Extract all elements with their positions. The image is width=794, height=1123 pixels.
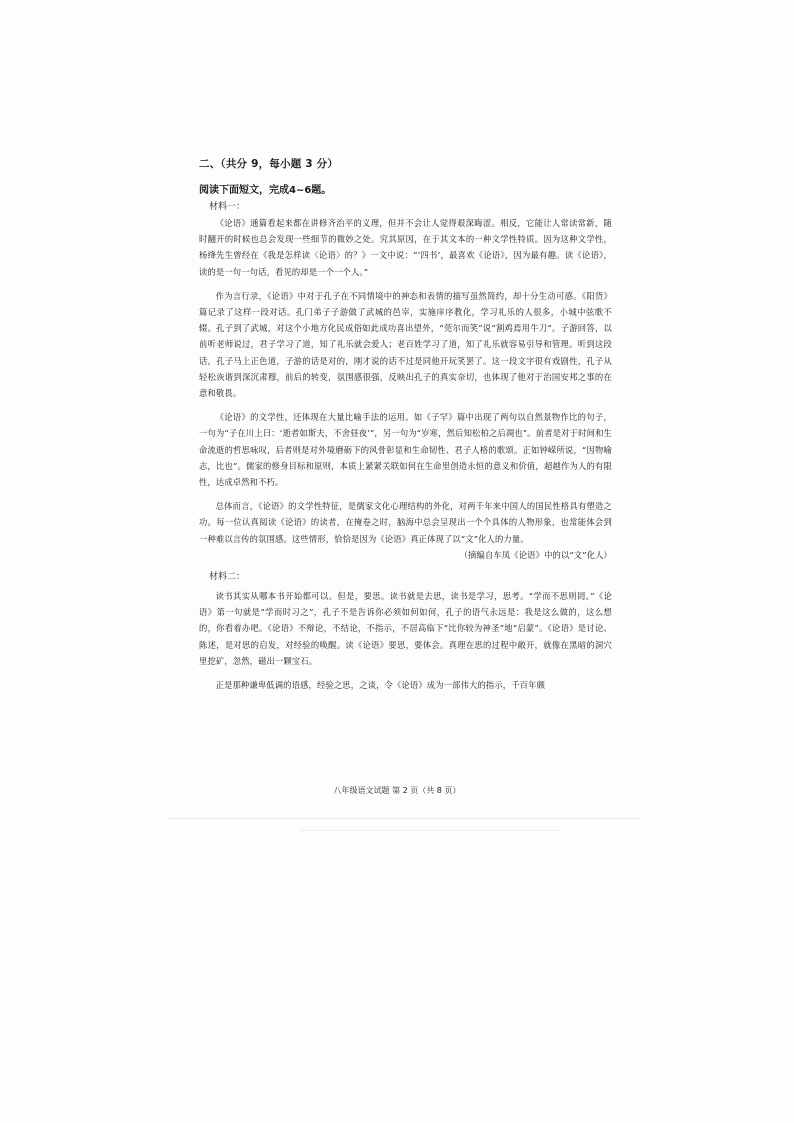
section-heading: 二、（共分 9，每小题 3 分） <box>199 158 339 170</box>
reading-instruction: 阅读下面短文，完成4~6题。 <box>199 185 332 196</box>
material-two-paragraph-1: 读书其实从哪本书开始都可以。但是，要思。读书就是去思，读书是学习，思考。“学而不思则罔。”《论语》第一句就是“学而时习之”，孔子不是告诉你必须如何如何，孔子的语气永远是：我是这么做的，这么想的，你看着办吧。《论语》不辩论，不结论，不指示，不居高临下“比你较为神圣”地“启蒙”。《论语》是讨论、陈述，是对思的启发，对经验的唤醒。读《论语》要思，要体会。真理在思的过程中敞开，就像在黑暗的洞穴里挖矿，忽然，磁出一颗宝石。 <box>199 591 612 666</box>
material-one-source: （摘编自车凤《论语》中的以“文”化人） <box>459 549 612 560</box>
material-one-paragraph-2: 作为言行录，《论语》中对于孔子在不同情境中的神态和表情的描写虽然简约，却十分生动可感。《阳货》篇记录了这样一段对话。孔门弟子子游做了武城的邑宰，实施庠序教化，学习礼乐的人很多，小城中弦歌不辍。孔子到了武城，对这个小地方化民成俗如此成功喜出望外，“莞尔而笑”说“割鸡焉用牛刀”。子游回答，以前听老师说过，君子学习了道，知了礼乐就会爱人；老百姓学习了道，知了礼乐就容易引导和管理。听到这段话，孔子马上正色道，子游的话是对的，刚才说的话不过是同他开玩笑罢了。这一段文字很有戏剧性，孔子从轻松诙谐到深沉肃穆，前后的转变，氛围感很强，反映出孔子的真实奈切，也体现了他对于治国安邦之事的在意和敬畏。 <box>199 290 612 399</box>
material-two-paragraph-2: 正是那种谦卑低调的语感，经验之思，之谈，令《论语》成为一部伟大的指示，千百年颇 <box>215 680 546 691</box>
material-one-paragraph-4 <box>199 498 612 563</box>
material-one-paragraph-1: 《论语》通篇看起来都在讲修齐治平的义理，但并不会让人觉得艰深晦涩。相反，它能让人常读常新，随时翻开的时候也总会发现一些细节的微妙之处。究其原因，在于其文本的一种文学性特质。因为这种文学性，杨绛先生曾经在《我是怎样读〈论语〉的？》一文中说：“‘四书’，最喜欢《论语》，因为最有趣。读《论语》，读的是一句一句话，看见的却是一个一个人。” <box>199 218 612 277</box>
material-one-paragraph-3: 《论语》的文学性，还体现在大量比喻手法的运用。如《子罕》篇中出现了两句以自然景物作比的句子，一句为“子在川上曰：‘逝者如斯夫，不舍昼夜’”，另一句为“岁寒，然后知松柏之后凋也”。前者是对于时间和生命流逝的哲思咏叹，后者则是对外境磨砺下的风骨彰显和生命韧性、君子人格的歌颂。正如钟嵘所说，“因物喻志，比也”。儒家的修身目标和原则，本质上紧紧关联如何在生命里创造永恒的意义和价值，超越作为人的有限性，达成卓然和不朽。 <box>199 412 612 488</box>
scan-artifact-line <box>170 818 640 825</box>
material-one-paragraph-4-text: 总体而言，《论语》的文学性特征，是儒家文化心理结构的外化，对两千年来中国人的国民性格具有塑造之功。每一位认真阅读《论语》的读者，在掩卷之时，脑海中总会呈现出一个个具体的人物形象，也常能体会到一种难以言传的氛围感。这些情形，恰恰是因为《论语》真正体现了以“文”化人的力量。 <box>199 501 612 544</box>
material-two-label: 材料二： <box>209 572 246 583</box>
scan-artifact-line <box>300 830 560 837</box>
page-footer: 八年级语文试题 第 2 页（共 8 页） <box>333 786 461 795</box>
material-one-label: 材料一： <box>209 202 246 212</box>
exam-content <box>199 152 612 701</box>
